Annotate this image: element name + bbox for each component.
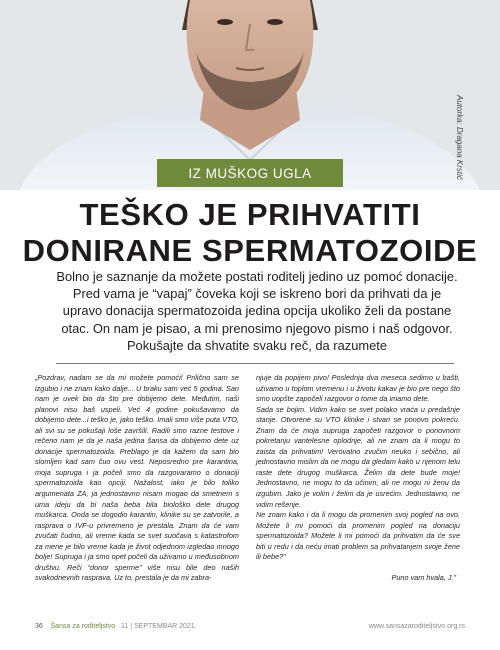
section-tag: IZ MUŠKOG UGLA (157, 159, 343, 187)
page-number: 36 (35, 622, 43, 630)
magazine-name: Šansa za roditeljstvo (50, 622, 116, 630)
page-footer (35, 620, 465, 632)
photo-credit: Autorka: Dragana Krstić (455, 95, 464, 180)
article-headline (0, 197, 500, 269)
letter-text-left: „Pozdrav, nadam se da mi možete pomoći! Prilično sam se izgubio i ne znam kako dalje... U braku sam već 5 godina. San nam je uvek bio da što pre dobijemo dete. Međutim, naši planovi nisu baš uspeli. Već 4 godine pokušavamo da dobijemo dete...i teško je, jako teško. Imali smo više puta VTO, ali svi su se pokušaji loše završili. Radili smo razne testove i rečeno nam je da je naša jedina šansa da dobijemo dete uz donacije spermatozoida. Preblago je da kažem da sam bio slomljen kad sam čuo ovu vest. Neposredno pre karantina, moja supruga i ja počeli smo da razgovaramo o donaciji spermatozoida kao opciji. Nažalost, iako je bilo toliko argumenata ZA, ja jednostavno nisam mogao da smetnem s uma ideju da bi naša beba bila biološko dete drugog muškarca. Onda se dogodio karantin, klinike su se zatvorile, a rasprava o IVF-u privremeno je prestala. Znam da će vam zvučati čudno, ali vreme kada se svet suočava s katastrofom za mene je bilo vreme kada je život odjednom izgledao mnogo bolje! Supruga i ja smo opet počeli da uživamo u međusobnom društvu. Reči “donor sperme” više nisu bile deo naših svakodnevnih rasprava. Uz to, prestala je da mi zabra- (35, 373, 239, 583)
headline-line-1: TEŠKO JE PRIHVATITI (79, 197, 421, 232)
issue-info: 11 | SEPTEMBAR 2021. (121, 622, 197, 630)
divider (56, 363, 454, 364)
website-link[interactable]: www.sansazaroditeljstvo.org.rs (368, 622, 465, 630)
letter-signature: Puno vam hvala, J.” (391, 572, 456, 582)
lead-paragraph: Bolno je saznanje da možete postati roditelj jedino uz pomoć donacije. Pred vama je “vapaj” čoveka koji se iskreno bori da prihvati da je upravo donacija spermatozoida jedina opcija ukoliko želi da postane otac. On nam je pisao, a mi prenosimo njegovo pismo i naš odgovor. Pokušajte da shvatite svaku reč, da razumete (56, 269, 458, 353)
letter-column-right (256, 373, 460, 583)
headline-line-2: DONIRANE SPERMATOZOIDE (22, 233, 478, 268)
letter-column-left (35, 373, 239, 584)
letter-text-right: njuje da popijem pivo! Poslednja dva meseca sedimo u bašti, uživamo u toplom vremenu i u životu kakav je bio pre nego što smo uopšte započeli razgovor o tome da imamo dete. Sada se bojim. Vidim kako se svet polako vraća u predašnje stanje. Otvorene su VTO klinike i stvari se ponovo pokreću. Znam da će moja supruga započeti razgovor o ponovnom pokretanju vantelesne oplodnje, ali ne znam da li mogu to zaista da prihvatim! Verovatno zvučim neuko i sebično, ali jednostavno mislim da ne mogu da gledam kako u njenom telu raste dete drugog muškarca. Želim da dete bude moje! Jednostavno, ne mogu to da učinim, ali ne mogu ni ženu da izgubim. Jako je volim i želim da je usrećim. Jednostavno, ne vidim rešenje. Ne znam kako i da li mogu da promenim svoj pogled na ovo. Možete li mi pomoći da promenim pogled na donaciju spermatozoida? Možete li mi pomoći da prihvatim da će sve biti u redu i da neću imati problem sa prihvatanjem svoje žene ili bebe?” (256, 373, 460, 562)
